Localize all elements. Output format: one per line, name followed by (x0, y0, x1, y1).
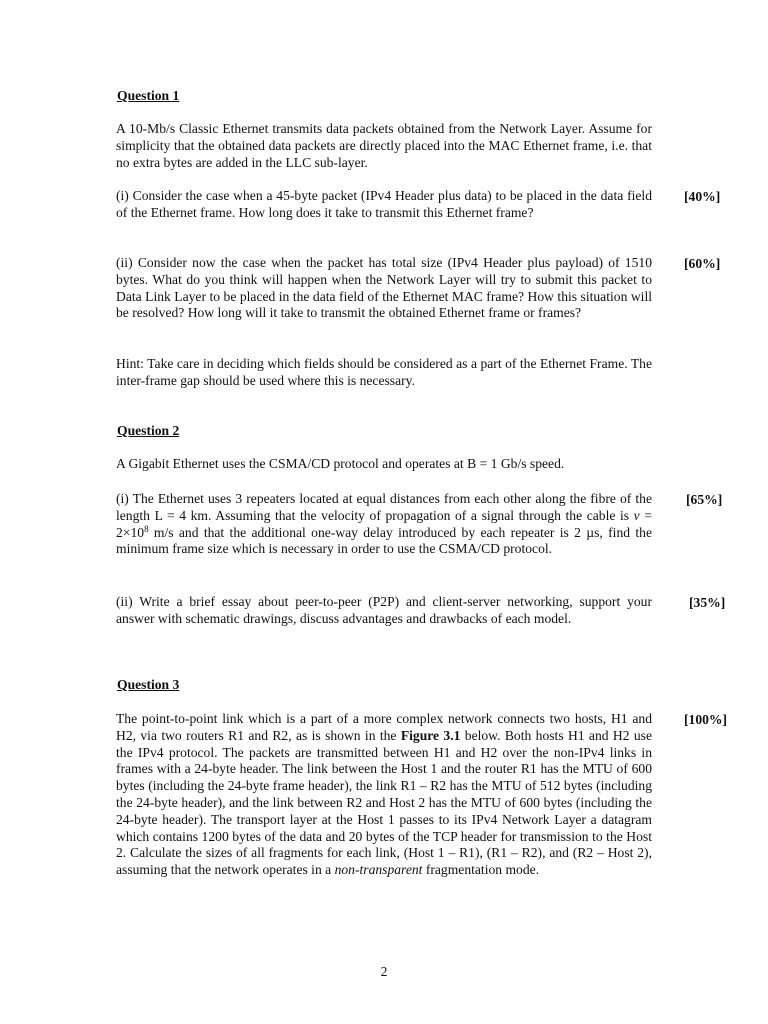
question-3-body-text-c: fragmentation mode. (422, 862, 540, 878)
question-3-body-text-b: below. Both hosts H1 and H2 use the IPv4 protocol. The packets are transmitted between H1 and H2 over the non-IPv4 links in frames with a 24-byte header. The link between the Host 1 and the router R1 has the MTU of 600 bytes (including the 24-byte frame header), the link R1 – R2 has the MTU of 512 bytes (including the 24-byte header), and the link between R2 and Host 2 has the MTU of 600 bytes (including the 24-byte header). The transport layer at the Host 1 passes to its IPv4 Network Layer a datagram which contains 1200 bytes of the data and 20 bytes of the TCP header for transmission to the Host 2. Calculate the sizes of all fragments for each link, (Host 1 – R1), (R1 – R2), and (R2 – Host 2), assuming that the network operates in a (116, 727, 652, 878)
question-3-body (116, 711, 652, 879)
question-2-title: Question 2 (117, 423, 180, 438)
question-1-part-i-mark: [40%] (684, 189, 721, 204)
question-1-intro: A 10-Mb/s Classic Ethernet transmits data packets obtained from the Network Layer. Assume for simplicity that the obtained data packets are directly placed into the MAC Ethernet frame, i.e. that no extra bytes are added in the LLC sub-layer. (116, 121, 652, 170)
question-2-part-i-mark: [65%] (686, 492, 723, 507)
emphasized-term: non-transparent (334, 862, 423, 878)
question-2-part-i-text-b: m/s and that the additional one-way delay introduced by each repeater is 2 µs, find the minimum frame size which is necessary in order to use the CSMA/CD protocol. (116, 524, 652, 557)
question-1-part-ii-mark: [60%] (684, 256, 721, 271)
question-2-part-ii-mark: [35%] (689, 595, 726, 610)
question-2-part-i (116, 491, 652, 558)
question-2-intro: A Gigabit Ethernet uses the CSMA/CD protocol and operates at B = 1 Gb/s speed. (116, 456, 565, 471)
question-3-mark: [100%] (684, 712, 728, 727)
question-1-title: Question 1 (117, 88, 180, 103)
question-3-body-text-a: The point-to-point link which is a part of a more complex network connects two hosts, H1 and H2, via two routers R1 and R2, as is shown in the (116, 711, 652, 743)
question-1-part-i: (i) Consider the case when a 45-byte packet (IPv4 Header plus data) to be placed in the data field of the Ethernet frame. How long does it take to transmit this Ethernet frame? (116, 188, 652, 220)
exponent: 8 (144, 523, 149, 534)
question-2-part-i-equation: = 2×10 (116, 507, 652, 540)
question-3-title: Question 3 (117, 677, 180, 692)
question-2-part-ii: (ii) Write a brief essay about peer-to-peer (P2P) and client-server networking, support your answer with schematic drawings, discuss advantages and drawbacks of each model. (116, 594, 652, 626)
question-1-part-ii: (ii) Consider now the case when the packet has total size (IPv4 Header plus payload) of 1510 bytes. What do you think will happen when the Network Layer will try to submit this packet to Data Link Layer to be placed in the data field of the Ethernet MAC frame? How this situation will be resolved? How long will it take to transmit the obtained Ethernet frame or frames? (116, 255, 652, 321)
question-1-hint: Hint: Take care in deciding which fields should be considered as a part of the Ethernet Frame. The inter-frame gap should be used where this is necessary. (116, 356, 652, 388)
question-2-part-i-text-a: (i) The Ethernet uses 3 repeaters located at equal distances from each other along the fibre of the length L = 4 km. Assuming that the velocity of propagation of a signal through the cable is (116, 491, 652, 523)
page-number: 2 (380, 964, 388, 979)
velocity-symbol: v (633, 507, 640, 523)
figure-reference: Figure 3.1 (400, 727, 461, 743)
